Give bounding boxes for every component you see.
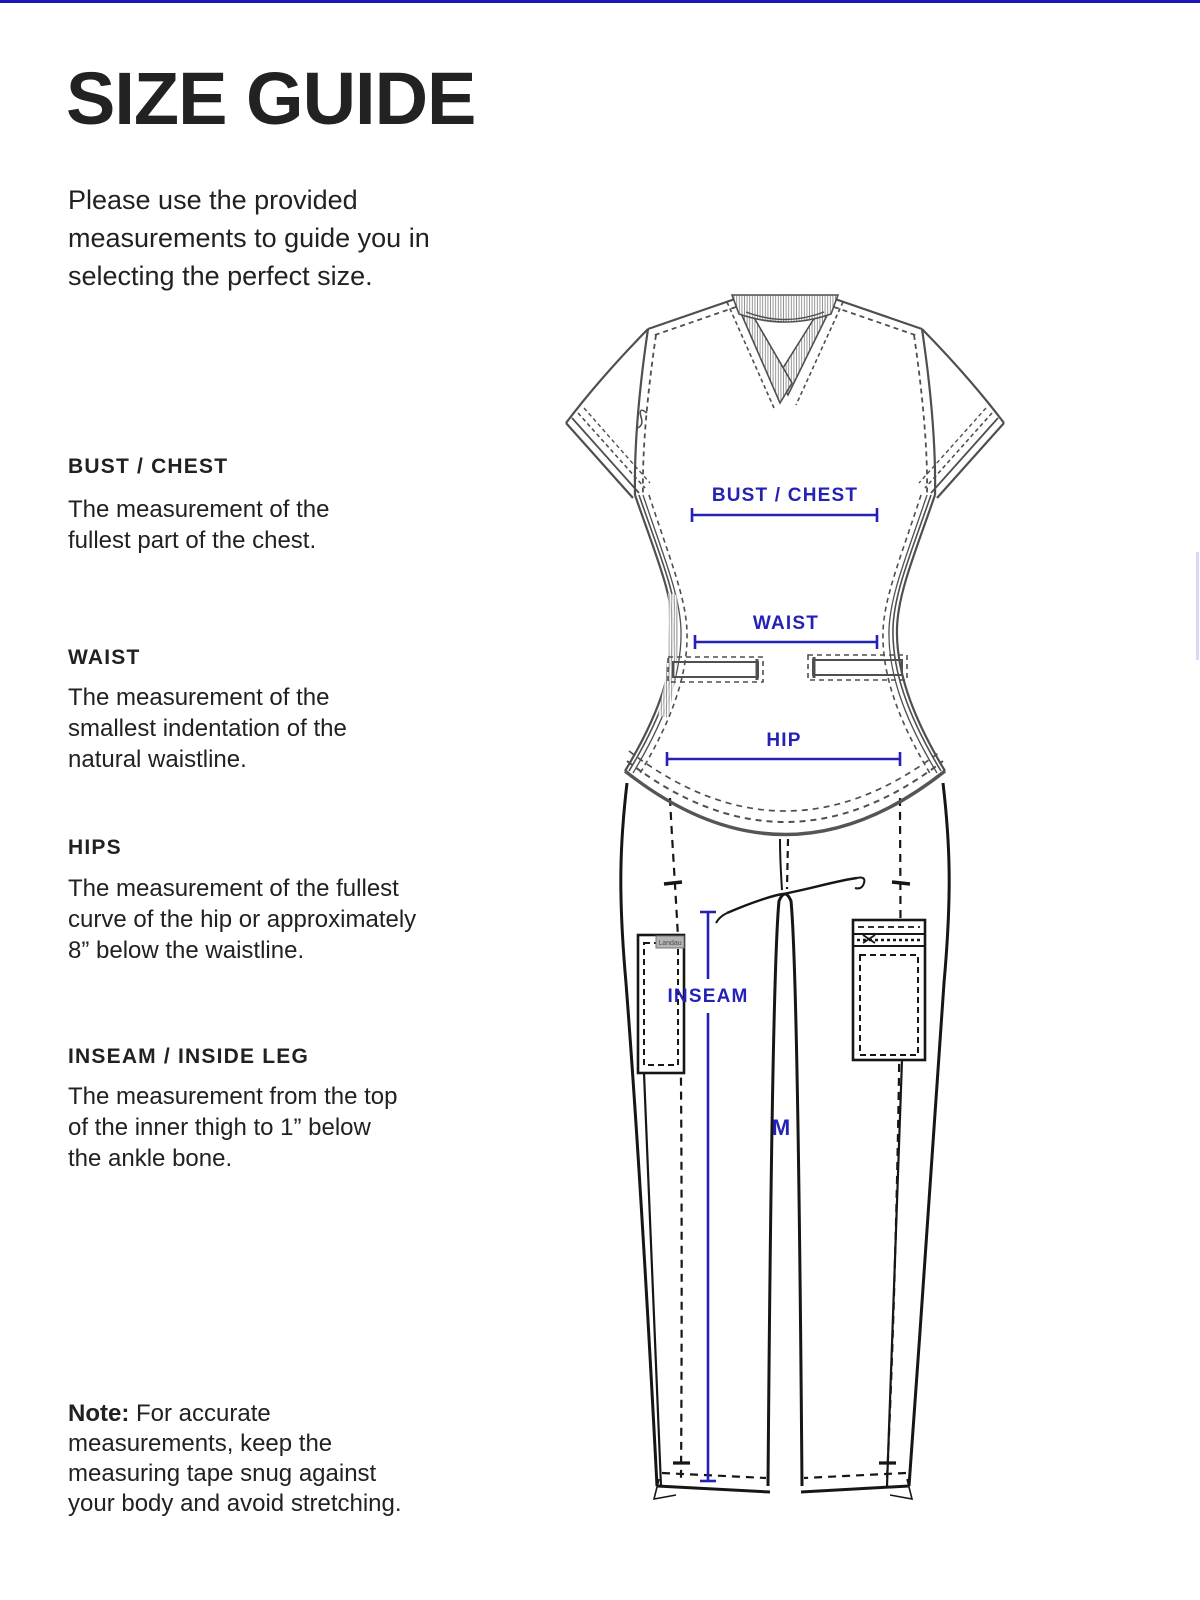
body-line: the ankle bone.	[68, 1145, 233, 1172]
scrubs-illustration	[530, 283, 1010, 1523]
cargo-pocket-right	[853, 920, 925, 1060]
scrub-pants-drawing	[621, 783, 949, 1499]
page-title: SIZE GUIDE	[66, 57, 476, 140]
section-body-bust	[68, 494, 329, 556]
body-line: smallest indentation of the	[68, 715, 347, 742]
body-line: curve of the hip or approximately	[68, 906, 417, 933]
note-line: measurements, keep the	[68, 1430, 333, 1457]
body-line: The measurement of the fullest	[68, 875, 399, 902]
body-line: 8” below the waistline.	[68, 937, 305, 964]
note-line: your body and avoid stretching.	[68, 1490, 402, 1517]
waist-measure-line	[695, 635, 877, 649]
edge-artifact	[1196, 552, 1199, 660]
body-line: of the inner thigh to 1” below	[68, 1114, 371, 1141]
intro-line: selecting the perfect size.	[68, 261, 373, 291]
top-accent-border	[0, 0, 1200, 3]
v-neck-collar	[727, 295, 843, 408]
size-letter-label: M	[771, 1115, 791, 1140]
intro-line: measurements to guide you in	[68, 223, 430, 253]
hip-label: HIP	[766, 730, 802, 751]
section-heading-inseam: INSEAM / INSIDE LEG	[68, 1045, 309, 1068]
bust-measure-line	[692, 508, 877, 522]
section-body-waist	[68, 682, 347, 775]
section-body-hips	[68, 873, 416, 966]
section-heading-hips: HIPS	[68, 836, 122, 859]
note-label: Note:	[68, 1400, 130, 1427]
intro-text	[68, 181, 430, 295]
body-line: The measurement of the	[68, 684, 330, 711]
body-line: The measurement of the	[68, 496, 330, 523]
body-line: The measurement from the top	[68, 1083, 398, 1110]
bust-chest-label: BUST / CHEST	[711, 485, 859, 506]
inseam-label: INSEAM	[667, 986, 749, 1007]
note-line: measuring tape snug against	[68, 1460, 377, 1487]
pocket-brand-tag-text: Landau	[658, 940, 682, 947]
section-heading-bust: BUST / CHEST	[68, 455, 229, 478]
section-heading-waist: WAIST	[68, 646, 141, 669]
note-line: For accurate	[136, 1400, 271, 1427]
body-line: fullest part of the chest.	[68, 527, 317, 554]
scrub-top-drawing	[566, 295, 1004, 835]
waist-label: WAIST	[752, 613, 820, 634]
body-line: natural waistline.	[68, 746, 247, 773]
note-text	[68, 1399, 402, 1519]
hip-measure-line	[667, 752, 900, 766]
intro-line: Please use the provided	[68, 185, 358, 215]
section-body-inseam	[68, 1081, 397, 1174]
scrubs-measurement-diagram	[530, 283, 1010, 1528]
